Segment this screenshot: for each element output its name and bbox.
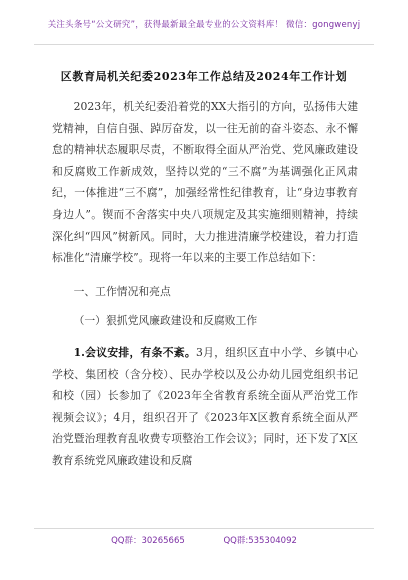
header-divider	[34, 44, 374, 45]
intro-paragraph: 2023年，机关纪委沿着党的XX大指引的方向，弘扬伟大建党精神，自信自强、踔厉奋发，以一往无前的奋斗姿态、永不懈怠的精神状态履职尽责，不断取得全面从严治党、党风廉政建设和反腐败工作新成效，坚持以党的“三不腐”为基调强化正风肃纪，一体推进“三不腐”，加强经常性纪律教育，让“身边事教育身边人”。锲而不舍落实中央八项规定及其实施细则精神，持续深化纠“四风”树新风。同时，大力推进清廉学校建设，着力打造标准化“清廉学校”。现将一年以来的主要工作总结如下：	[52, 100, 358, 265]
header-note: 关注头条号“公文研究”，获得最新最全最专业的公文资料库！ 微信：gongwenyj	[47, 20, 361, 30]
footer-qq-2: QQ群:535304092	[223, 536, 297, 546]
subsection-heading: （一）狠抓党风廉政建设和反腐败工作	[73, 314, 258, 328]
document-title: 区教育局机关纪委2023年工作总结及2024年工作计划	[60, 70, 348, 83]
item-lead: 1.会议安排，有条不紊。	[73, 345, 196, 359]
footer-qq-1: QQ群：30265665	[111, 536, 185, 546]
section-heading: 一、工作情况和亮点	[73, 284, 171, 298]
item-paragraph	[52, 342, 358, 472]
footer	[0, 534, 408, 546]
document-body	[52, 96, 358, 472]
footer-divider	[34, 528, 374, 529]
item-text: 3月，组织区直中小学、乡镇中心学校、集团校（含分校）、民办学校以及公办幼儿园党组织书记和校（园）长参加了《2023年全省教育系统全面从严治党工作视频会议》；4月，组织召开了《2023年X区教育系统全面从严治党暨治理教育乱收费专项整治工作会议》；同时，还下发了X区教育系统党风廉政建设和反腐	[52, 345, 358, 467]
